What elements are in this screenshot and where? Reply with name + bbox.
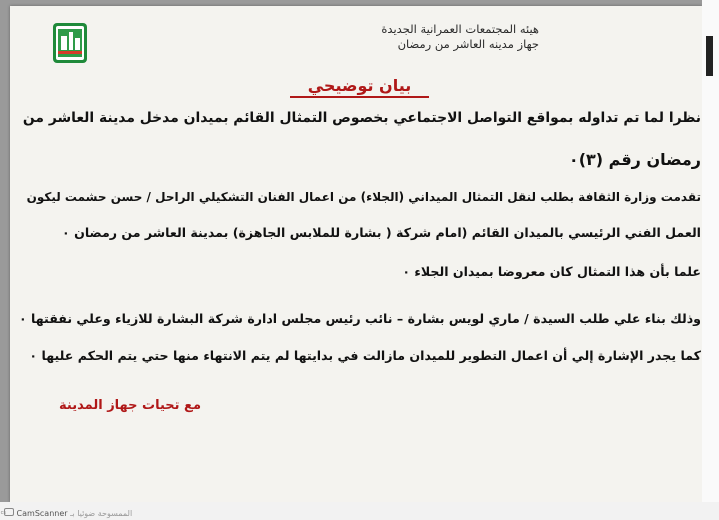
paragraph-line: العمل الفني الرئيسي بالميدان القائم (امام شركة ( بشارة للملابس الجاهزة) بمدينة العاشر من رمضان ٠ xyxy=(62,225,701,240)
paragraph-line: وذلك بناء علي طلب السيدة / ماري لويس بشارة – نائب رئيس مجلس ادارة شركة البشارة للازياء وعلي نفقتها ٠ xyxy=(18,311,701,326)
paragraph-line: علما بأن هذا التمثال كان معروضا بميدان الجلاء ٠ xyxy=(402,264,701,279)
agency-emblem-icon xyxy=(52,22,88,64)
svg-text:cs: cs xyxy=(0,510,6,516)
paragraph-line: نظرا لما تم تداوله بمواقع التواصل الاجتماعي بخصوص التمثال القائم بميدان مدخل مدينة العاشر من xyxy=(22,110,701,126)
issuing-agency xyxy=(381,22,539,52)
scan-edge-mark xyxy=(706,36,713,76)
document-heading xyxy=(0,76,719,95)
paragraph-line: تقدمت وزارة الثقافة بطلب لنقل التمثال الميداني (الجلاء) من اعمال الفنان التشكيلي الراحل / حسن حشمت ليكون xyxy=(26,190,701,204)
city-authority-name: جهاز مدينه العاشر من رمضان xyxy=(397,37,539,51)
scanner-watermark: الممسوحة ضوئيا بـ CamScanner cs xyxy=(0,509,133,518)
camscanner-icon xyxy=(0,508,14,516)
paragraph-line: كما يجدر الإشارة إلي أن اعمال التطوير للميدان مازالت في بدايتها لم يتم الانتهاء منها حتي يتم الحكم عليها ٠ xyxy=(29,348,701,363)
closing-signature: مع تحيات جهاز المدينة xyxy=(59,398,201,413)
agency-name: هيئه المجتمعات العمرانية الجديدة xyxy=(381,22,539,36)
heading-text: بيان توضيحي xyxy=(290,76,430,98)
paragraph-line: رمضان رقم (٣)٠ xyxy=(568,150,701,169)
scanner-footer xyxy=(0,502,719,520)
